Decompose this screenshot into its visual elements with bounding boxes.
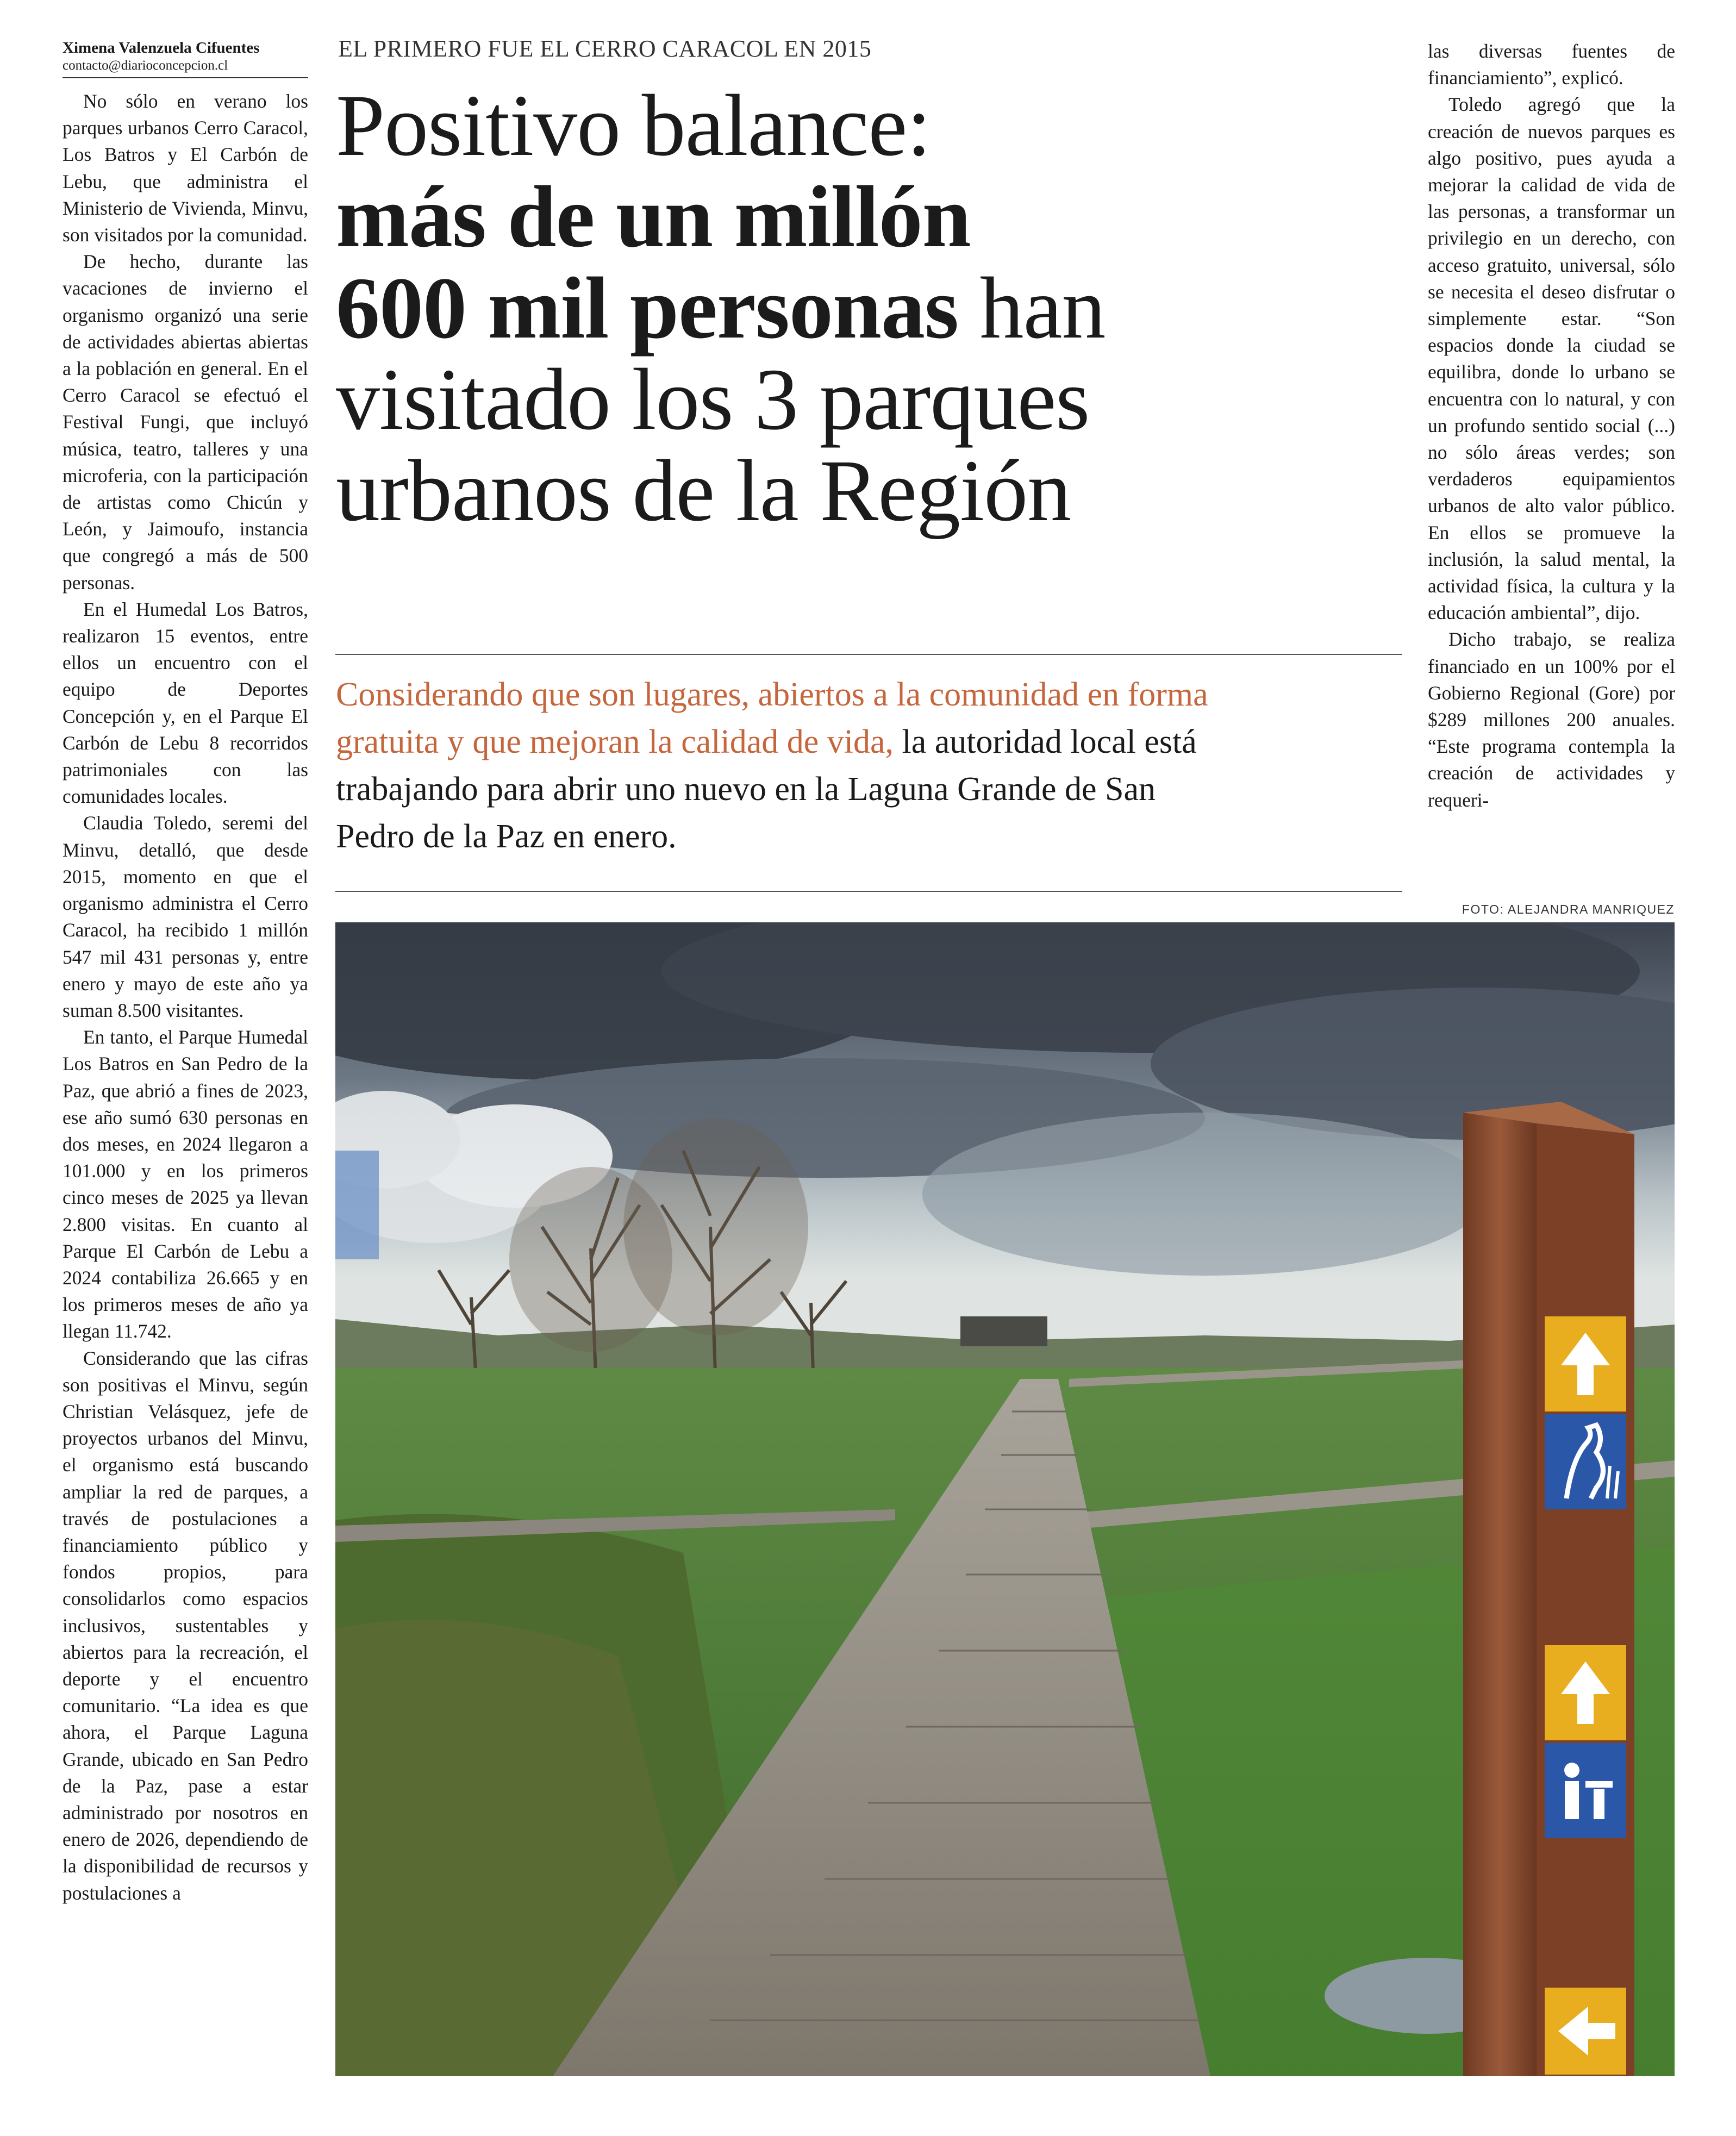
headline-line-3 [336,260,1417,357]
lede-line-1: Considerando que son lugares, abiertos a la comunidad en forma [336,676,1208,713]
body-paragraph: De hecho, durante las vacaciones de invierno el organismo organizó una serie de actividades abiertas abiertas a la población en general. En el Cerro Caracol se efectuó el Festival Fungi, que incluyó música, teatro, talleres y una microferia, con la participación de artistas como Chicún y León, y Jaimoufo, instancia que congregó a más de 500 personas. [63,251,308,594]
lede-line-2 [336,719,1401,766]
body-paragraph: En el Humedal Los Batros, realizaron 15 eventos, entre ellos un encuentro con el equipo de Deportes Concepción y, en el Parque El Carbón de Lebu 8 recorridos patrimoniales con las comunidades locales. [63,598,308,808]
headline-bold-1: más de un millón [336,168,971,266]
body-column-right [1428,38,1675,814]
photo-credit: FOTO: ALEJANDRA MANRIQUEZ [1462,902,1675,916]
lede-bottom-rule [335,891,1402,892]
lede-top-rule [335,654,1402,655]
headline-line-5: urbanos de la Región [336,442,1071,540]
body-paragraph: Dicho trabajo, se realiza financiado en un 100% por el Gobierno Regional (Gore) por $289 millones 200 anuales. “Este programa contempla la creación de actividades y requeri- [1428,628,1675,811]
body-paragraph: Claudia Toledo, seremi del Minvu, detalló, que desde 2015, momento en que el organismo administra el Cerro Caracol, ha recibido 1 millón 547 mil 431 personas y, entre enero y mayo de este año ya suman 8.500 visitantes. [63,812,308,1021]
lede [336,671,1401,860]
signpost [1463,1102,1634,2076]
kicker: EL PRIMERO FUE EL CERRO CARACOL EN 2015 [338,35,872,62]
byline-rule [63,77,308,78]
body-paragraph: Considerando que las cifras son positivas el Minvu, según Christian Velásquez, jefe de proyectos urbanos del Minvu, el organismo está buscando ampliar la red de parques, a través de postulaciones a financiamiento público y fondos propios, para consolidarlos como espacios inclusivos, sustentables y abiertos para la recreación, el deporte y el encuentro comunitario. “La idea es que ahora, el Parque Laguna Grande, ubicado en San Pedro de la Paz, pase a estar administrado por nosotros en enero de 2026, dependiendo de la disponibilidad de recursos y postulaciones a [63,1347,308,1904]
byline-author: Ximena Valenzuela Cifuentes [63,39,260,57]
headline [336,77,1417,540]
sign-bathroom [1545,1743,1626,1838]
body-paragraph: Toledo agregó que la creación de nuevos parques es algo positivo, pues ayuda a mejorar la calidad de vida de las personas, a transformar un privilegio en un derecho, con acceso gratuito, universal, sólo se necesita el deseo disfrutar o simplemente estar. “Son espacios donde la ciudad se equilibra, donde lo urbano se encuentra con lo natural, y con un profundo sentido social (...) no sólo áreas verdes; son verdaderos equipamientos urbanos de alto valor público. En ellos se promueve la inclusión, la salud mental, la actividad física, la cultura y la educación ambiental”, dijo. [1428,93,1675,624]
headline-line-3-rest: han [958,260,1106,357]
body-paragraph: No sólo en verano los parques urbanos Cerro Caracol, Los Batros y El Carbón de Lebu, que administra el Ministerio de Vivienda, Minvu, son visitados por la comunidad. [63,90,308,246]
byline-email[interactable]: contacto@diarioconcepcion.cl [63,58,228,73]
body-column-left [63,88,308,1907]
lede-line-2-rest: la autoridad local está [894,723,1197,760]
lede-line-4: Pedro de la Paz en enero. [336,818,677,855]
body-paragraph: En tanto, el Parque Humedal Los Batros en San Pedro de la Paz, que abrió a fines de 2023, ese año sumó 630 personas en dos meses, en 2024 llegaron a 101.000 y en los primeros cinco meses de 2025 ya llevan 2.800 visitas. En cuanto al Parque El Carbón de Lebu a 2024 contabiliza 26.665 y en los primeros meses de año ya llegan 11.742. [63,1026,308,1342]
park-photo [335,922,1675,2076]
sign-arrow-up-top [1545,1316,1626,1411]
byline [63,38,308,78]
headline-line-2 [336,168,1417,266]
lede-line-3: trabajando para abrir uno nuevo en la Laguna Grande de San [336,771,1156,808]
sign-arrow-left [1545,1988,1626,2075]
headline-line-4: visitado los 3 parques [336,351,1090,448]
lede-highlight: gratuita y que mejoran la calidad de vida, [336,723,894,760]
body-paragraph: las diversas fuentes de financiamiento”, explicó. [1428,40,1675,89]
headline-line-1: Positivo balance: [336,77,931,174]
headline-bold-2: 600 mil personas [336,260,959,357]
sign-heron [1545,1414,1626,1509]
park-photo-illustration [335,922,1675,2076]
distant-building [960,1316,1047,1346]
sign-arrow-up-lower [1545,1645,1626,1740]
